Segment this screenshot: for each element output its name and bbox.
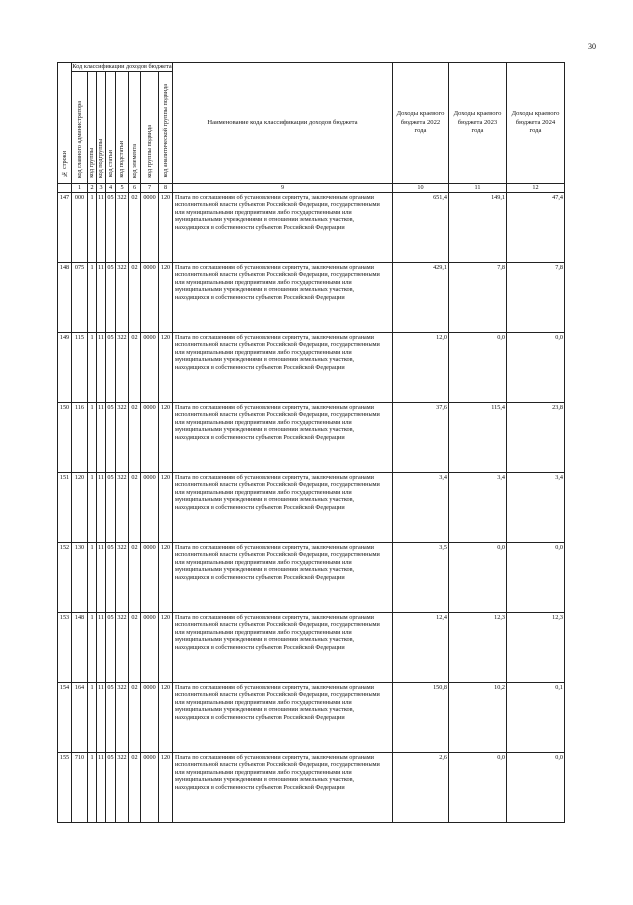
analytic-group-code: 120: [159, 473, 173, 543]
row-number: 151: [58, 473, 72, 543]
revenue-2022: 12,4: [393, 613, 449, 683]
column-number: 8: [159, 184, 173, 193]
revenue-2022: 2,6: [393, 753, 449, 823]
article-code: 05: [106, 333, 116, 403]
revenue-2023: 0,0: [449, 753, 507, 823]
subarticle-code: 322: [116, 613, 129, 683]
column-number: 4: [106, 184, 116, 193]
analytic-group-code: 120: [159, 263, 173, 333]
revenue-2022: 37,6: [393, 403, 449, 473]
revenue-2022-header: Доходы краевого бюджета 2022 года: [393, 63, 449, 184]
admin-code: 164: [72, 683, 88, 753]
revenue-2022: 3,5: [393, 543, 449, 613]
column-number: 5: [116, 184, 129, 193]
element-code: 02: [129, 683, 141, 753]
element-code: 02: [129, 613, 141, 683]
element-code: 02: [129, 543, 141, 613]
analytic-group-code: 120: [159, 403, 173, 473]
admin-code: 116: [72, 403, 88, 473]
subtype-group-code: 0000: [141, 193, 159, 263]
revenue-name: Плата по соглашениям об установлении сервитута, заключенным органами исполнительной власти субъектов Российской Федерации, государственными или муниципальными предприятиями либо государственными или муниципальными учреждениями в отношении земельных участков, находящихся в собственности субъектов Российской Федерации: [173, 543, 393, 613]
revenue-name: Плата по соглашениям об установлении сервитута, заключенным органами исполнительной власти субъектов Российской Федерации, государственными или муниципальными предприятиями либо государственными или муниципальными учреждениями в отношении земельных участков, находящихся в собственности субъектов Российской Федерации: [173, 403, 393, 473]
subtype-group-code: 0000: [141, 613, 159, 683]
code-column-header: код группы: [88, 72, 97, 184]
subgroup-code: 11: [97, 613, 106, 683]
subtype-group-code: 0000: [141, 543, 159, 613]
subgroup-code: 11: [97, 263, 106, 333]
subtype-group-code: 0000: [141, 683, 159, 753]
row-number: 152: [58, 543, 72, 613]
group-code: 1: [88, 683, 97, 753]
column-number: 11: [449, 184, 507, 193]
table-row: [58, 473, 565, 543]
table-row: [58, 683, 565, 753]
revenue-2024: 0,0: [507, 543, 565, 613]
admin-code: 000: [72, 193, 88, 263]
revenue-2023: 7,8: [449, 263, 507, 333]
element-code: 02: [129, 193, 141, 263]
table-row: [58, 333, 565, 403]
group-code: 1: [88, 613, 97, 683]
column-number: 7: [141, 184, 159, 193]
article-code: 05: [106, 193, 116, 263]
admin-code: 148: [72, 613, 88, 683]
subtype-group-code: 0000: [141, 403, 159, 473]
table-row: [58, 193, 565, 263]
revenue-2023-header: Доходы краевого бюджета 2023 года: [449, 63, 507, 184]
group-code: 1: [88, 263, 97, 333]
revenue-2024: 12,3: [507, 613, 565, 683]
revenue-2024: 0,0: [507, 333, 565, 403]
subgroup-code: 11: [97, 193, 106, 263]
admin-code: 710: [72, 753, 88, 823]
element-code: 02: [129, 473, 141, 543]
revenue-name: Плата по соглашениям об установлении сервитута, заключенным органами исполнительной власти субъектов Российской Федерации, государственными или муниципальными предприятиями либо государственными или муниципальными учреждениями в отношении земельных участков, находящихся в собственности субъектов Российской Федерации: [173, 193, 393, 263]
name-column-header: Наименование кода классификации доходов бюджета: [173, 63, 393, 184]
budget-revenue-table: [57, 62, 565, 823]
article-code: 05: [106, 263, 116, 333]
revenue-name: Плата по соглашениям об установлении сервитута, заключенным органами исполнительной власти субъектов Российской Федерации, государственными или муниципальными предприятиями либо государственными или муниципальными учреждениями в отношении земельных участков, находящихся в собственности субъектов Российской Федерации: [173, 473, 393, 543]
revenue-2024: 47,4: [507, 193, 565, 263]
column-number: 2: [88, 184, 97, 193]
revenue-2024: 3,4: [507, 473, 565, 543]
revenue-name: Плата по соглашениям об установлении сервитута, заключенным органами исполнительной власти субъектов Российской Федерации, государственными или муниципальными предприятиями либо государственными или муниципальными учреждениями в отношении земельных участков, находящихся в собственности субъектов Российской Федерации: [173, 613, 393, 683]
table-row: [58, 263, 565, 333]
page-number: 30: [588, 42, 596, 51]
revenue-name: Плата по соглашениям об установлении сервитута, заключенным органами исполнительной власти субъектов Российской Федерации, государственными или муниципальными предприятиями либо государственными или муниципальными учреждениями в отношении земельных участков, находящихся в собственности субъектов Российской Федерации: [173, 683, 393, 753]
subtype-group-code: 0000: [141, 753, 159, 823]
revenue-2023: 115,4: [449, 403, 507, 473]
subgroup-code: 11: [97, 683, 106, 753]
subgroup-code: 11: [97, 403, 106, 473]
row-number-header: № строки: [58, 63, 72, 184]
revenue-name: Плата по соглашениям об установлении сервитута, заключенным органами исполнительной власти субъектов Российской Федерации, государственными или муниципальными предприятиями либо государственными или муниципальными учреждениями в отношении земельных участков, находящихся в собственности субъектов Российской Федерации: [173, 263, 393, 333]
element-code: 02: [129, 263, 141, 333]
revenue-2023: 0,0: [449, 333, 507, 403]
code-column-header: код подстатьи: [116, 72, 129, 184]
row-number: 149: [58, 333, 72, 403]
analytic-group-code: 120: [159, 683, 173, 753]
revenue-2024: 7,8: [507, 263, 565, 333]
row-number: 153: [58, 613, 72, 683]
subarticle-code: 322: [116, 473, 129, 543]
analytic-group-code: 120: [159, 193, 173, 263]
analytic-group-code: 120: [159, 333, 173, 403]
element-code: 02: [129, 753, 141, 823]
article-code: 05: [106, 683, 116, 753]
article-code: 05: [106, 753, 116, 823]
revenue-2024: 0,1: [507, 683, 565, 753]
article-code: 05: [106, 403, 116, 473]
subgroup-code: 11: [97, 473, 106, 543]
revenue-2022: 3,4: [393, 473, 449, 543]
column-number: 3: [97, 184, 106, 193]
revenue-2022: 150,8: [393, 683, 449, 753]
code-column-header: код статьи: [106, 72, 116, 184]
column-number: [58, 184, 72, 193]
revenue-2023: 3,4: [449, 473, 507, 543]
subgroup-code: 11: [97, 753, 106, 823]
table-row: [58, 613, 565, 683]
code-column-header: код подгруппы: [97, 72, 106, 184]
analytic-group-code: 120: [159, 753, 173, 823]
revenue-2023: 12,3: [449, 613, 507, 683]
table-row: [58, 543, 565, 613]
admin-code: 075: [72, 263, 88, 333]
group-code: 1: [88, 543, 97, 613]
column-number-row: [58, 184, 565, 193]
revenue-2024: 23,8: [507, 403, 565, 473]
group-code: 1: [88, 193, 97, 263]
subarticle-code: 322: [116, 683, 129, 753]
analytic-group-code: 120: [159, 613, 173, 683]
row-number: 148: [58, 263, 72, 333]
article-code: 05: [106, 473, 116, 543]
subarticle-code: 322: [116, 543, 129, 613]
revenue-2023: 0,0: [449, 543, 507, 613]
row-number: 147: [58, 193, 72, 263]
column-number: 1: [72, 184, 88, 193]
article-code: 05: [106, 543, 116, 613]
code-column-header: код аналитической группы подвида: [159, 72, 173, 184]
subarticle-code: 322: [116, 193, 129, 263]
revenue-2022: 429,1: [393, 263, 449, 333]
row-number: 150: [58, 403, 72, 473]
subarticle-code: 322: [116, 403, 129, 473]
code-column-header: код элемента: [129, 72, 141, 184]
row-number: 154: [58, 683, 72, 753]
subarticle-code: 322: [116, 753, 129, 823]
revenue-name: Плата по соглашениям об установлении сервитута, заключенным органами исполнительной власти субъектов Российской Федерации, государственными или муниципальными предприятиями либо государственными или муниципальными учреждениями в отношении земельных участков, находящихся в собственности субъектов Российской Федерации: [173, 333, 393, 403]
revenue-2022: 12,0: [393, 333, 449, 403]
revenue-2024: 0,0: [507, 753, 565, 823]
subarticle-code: 322: [116, 263, 129, 333]
code-column-header: код группы подвида: [141, 72, 159, 184]
admin-code: 115: [72, 333, 88, 403]
subarticle-code: 322: [116, 333, 129, 403]
subtype-group-code: 0000: [141, 263, 159, 333]
column-number: 10: [393, 184, 449, 193]
revenue-2023: 10,2: [449, 683, 507, 753]
group-code: 1: [88, 403, 97, 473]
column-number: 12: [507, 184, 565, 193]
group-code: 1: [88, 333, 97, 403]
subtype-group-code: 0000: [141, 333, 159, 403]
analytic-group-code: 120: [159, 543, 173, 613]
table-row: [58, 403, 565, 473]
row-number: 155: [58, 753, 72, 823]
subtype-group-code: 0000: [141, 473, 159, 543]
subgroup-code: 11: [97, 333, 106, 403]
column-number: 6: [129, 184, 141, 193]
article-code: 05: [106, 613, 116, 683]
admin-code: 130: [72, 543, 88, 613]
classification-group-header: Код классификации доходов бюджета: [72, 63, 172, 71]
element-code: 02: [129, 403, 141, 473]
revenue-2023: 149,1: [449, 193, 507, 263]
code-column-header: код главного администратора: [72, 72, 88, 184]
subgroup-code: 11: [97, 543, 106, 613]
element-code: 02: [129, 333, 141, 403]
revenue-name: Плата по соглашениям об установлении сервитута, заключенным органами исполнительной власти субъектов Российской Федерации, государственными или муниципальными предприятиями либо государственными или муниципальными учреждениями в отношении земельных участков, находящихся в собственности субъектов Российской Федерации: [173, 753, 393, 823]
revenue-2024-header: Доходы краевого бюджета 2024 года: [507, 63, 565, 184]
group-code: 1: [88, 753, 97, 823]
column-number: 9: [173, 184, 393, 193]
group-code: 1: [88, 473, 97, 543]
table-row: [58, 753, 565, 823]
revenue-2022: 651,4: [393, 193, 449, 263]
admin-code: 120: [72, 473, 88, 543]
